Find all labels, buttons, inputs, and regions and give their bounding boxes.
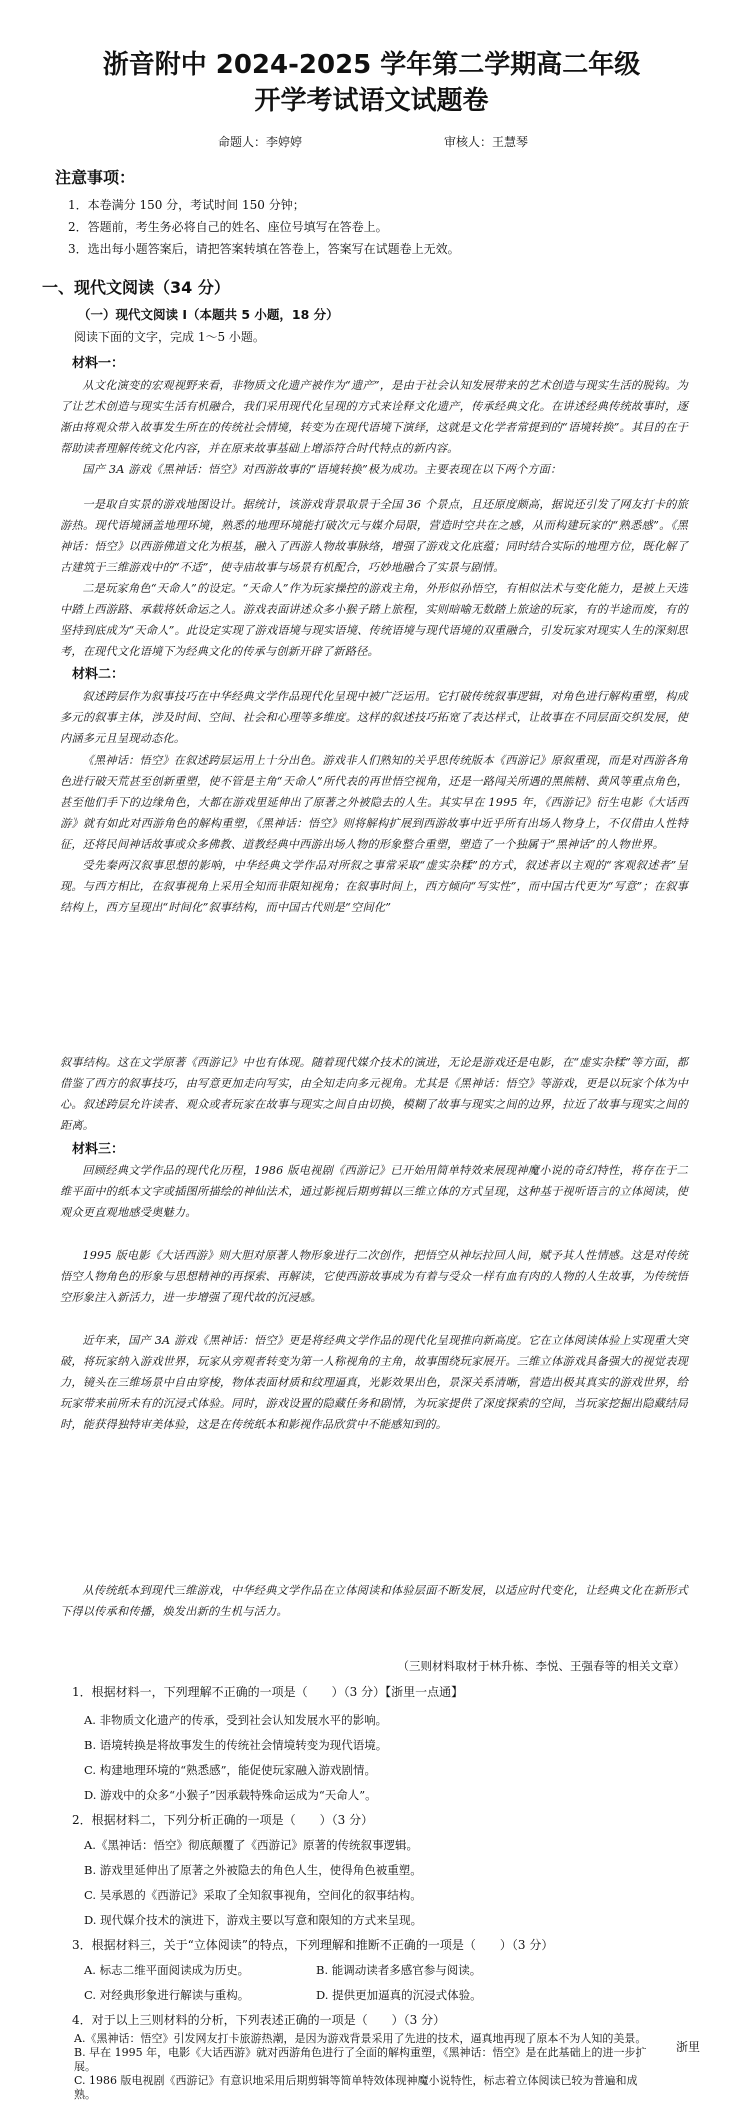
question-option: C. 1986 版电视剧《西游记》有意识地采用后期剪辑等简单特效体现神魔小说特性，标志着立体阅读已较为普遍和成熟。 [74, 2074, 638, 2101]
material2-paragraph: 叙述跨层作为叙事技巧在中华经典文学作品现代化呈现中被广泛运用。它打破传统叙事逻辑，对角色进行解构重塑，构成多元的叙事主体，涉及时间、空间、社会和心理等多维度。这样的叙述技巧拓宽了表达样式，让故事在不同层面交织发展，使内涵多元且呈现动态化。 [60, 690, 688, 745]
notice-item: 2．答题前，考生务必将自己的姓名、座位号填写在答卷上。 [68, 220, 388, 234]
notice-heading: 注意事项： [55, 168, 136, 187]
exam-title-line1: 浙音附中 2024-2025 学年第二学期高二年级 [102, 50, 641, 80]
question-option: B. 游戏里延伸出了原著之外被隐去的角色人生，使得角色被重塑。 [84, 1863, 422, 1877]
material2-paragraph: 叙事结构。这在文学原著《西游记》中也有体现。随着现代媒介技术的演进，无论是游戏还是电影，在“虚实杂糅”等方面，都借鉴了西方的叙事技巧，由写意更加走向写实，由全知走向多元视角。尤其是《黑神话：悟空》等游戏，更是以玩家个体为中心。叙述跨层允许读者、观众或者玩家在故事与现实之间自由切换，模糊了故事与现实之间的边界，拉近了故事与现实之间的距离。 [60, 1056, 688, 1132]
material3-label: 材料三： [72, 1142, 125, 1157]
question-stem: 2．根据材料二，下列分析正确的一项是（ ）（3 分） [72, 1813, 374, 1827]
question-option: C. 构建地理环境的“熟悉感”，能促使玩家融入游戏剧情。 [84, 1763, 376, 1777]
material3-paragraph: 回顾经典文学作品的现代化历程，1986 版电视剧《西游记》已开始用简单特效来展现神魔小说的奇幻特性，将存在于二维平面中的纸本文字或插图所描绘的神仙法术，通过影视后期剪辑以三维立体的方式呈现，这种基于视听语言的立体阅读，使观众更直观地感受奥魅力。 [60, 1164, 688, 1219]
reading-instruction: 阅读下面的文字，完成 1～5 小题。 [74, 330, 265, 344]
question-option: B. 语境转换是将故事发生的传统社会情境转变为现代语境。 [84, 1738, 388, 1752]
source-note: （三则材料取材于林升栋、李悦、王强春等的相关文章） [397, 1659, 685, 1673]
question-option: C. 吴承恩的《西游记》采取了全知叙事视角，空间化的叙事结构。 [84, 1888, 422, 1902]
question-stem: 1．根据材料一，下列理解不正确的一项是（ ）（3 分）【浙里一点通】 [72, 1685, 464, 1699]
question-option: D. 游戏中的众多“小猴子”因承载特殊命运成为“天命人”。 [84, 1788, 377, 1802]
question-option: A. 非物质文化遗产的传承，受到社会认知发展水平的影响。 [84, 1713, 388, 1727]
footer-mark: 浙里 [676, 2040, 701, 2054]
material3-paragraph: 从传统纸本到现代三维游戏，中华经典文学作品在立体阅读和体验层面不断发展，以适应时代变化，让经典文化在新形式下得以传承和传播，焕发出新的生机与活力。 [60, 1584, 688, 1618]
material1-paragraph: 二是玩家角色“天命人”的设定。“天命人”作为玩家操控的游戏主角，外形似孙悟空，有相似法术与变化能力，是被上天选中踏上西游路、承载将妖命运之人。游戏表面讲述众多小猴子踏上旅程，实则暗喻无数踏上旅途的玩家，有的半途而废，有的坚持到底成为“天命人”。此设定实现了游戏语境与现实语境、传统语境与现代语境的双重融合，引发玩家对现实人生的深刻思考，在现代文化语境下为经典文化的传承与创新开辟了新路径。 [60, 582, 688, 658]
material1-paragraph: 从文化演变的宏观视野来看，非物质文化遗产被作为“遗产”，是由于社会认知发展带来的艺术创造与现实生活的脱钩。为了让艺术创造与现实生活有机融合，我们采用现代化呈现的方式来诠释文化遗产，传承经典文化。在讲述经典传统故事时，逐渐由将观众带入故事发生所在的传统社会情境，转变为在现代语境下演绎，这就是文化学者常提到的“语境转换”。其目的在于帮助读者理解传统文化内容，并在原来故事基础上增添符合时代特点的新内容。 [60, 379, 688, 455]
question-option: A. 标志二维平面阅读成为历史。 [84, 1963, 250, 1977]
question-option: A.《黑神话：悟空》彻底颠覆了《西游记》原著的传统叙事逻辑。 [84, 1838, 418, 1852]
section-heading: 一、现代文阅读（34 分） [42, 278, 230, 297]
sub-section-heading: （一）现代文阅读 I（本题共 5 小题，18 分） [78, 307, 339, 322]
question-option: C. 对经典形象进行解读与重构。 [84, 1988, 250, 2002]
exam-title-line2: 开学考试语文试题卷 [254, 86, 489, 116]
question-option: A.《黑神话：悟空》引发网友打卡旅游热潮，是因为游戏背景采用了先进的技术，逼真地再现了原本不为人知的美景。 [74, 2032, 647, 2045]
question-option: B. 能调动读者多感官参与阅读。 [316, 1963, 482, 1977]
question-stem: 4．对于以上三则材料的分析，下列表述正确的一项是（ ）（3 分） [72, 2013, 446, 2027]
material2-label: 材料二： [72, 667, 125, 682]
material3-paragraph: 近年来，国产 3A 游戏《黑神话：悟空》更是将经典文学作品的现代化呈现推向新高度。它在立体阅读体验上实现重大突破，将玩家纳入游戏世界，玩家从旁观者转变为第一人称视角的主角，故事围绕玩家展开。三维立体游戏具备强大的视觉表现力，镜头在三维场景中自由穿梭，物体表面材质和纹理逼真，光影效果出色，景深关系清晰，营造出极其真实的游戏世界，给玩家带来前所未有的沉浸式体验。同时，游戏设置的隐藏任务和剧情，为玩家提供了深度探索的空间，当玩家挖掘出隐藏结局时，能获得独特审美体验，这是在传统纸本和影视作品欣赏中不能感知到的。 [60, 1334, 688, 1431]
reviewer: 审核人：王慧琴 [444, 135, 529, 149]
setter: 命题人：李婷婷 [218, 135, 303, 149]
material3-paragraph: 1995 版电影《大话西游》则大胆对原著人物形象进行二次创作，把悟空从神坛拉回人间，赋予其人性情感。这是对传统悟空人物角色的形象与思想精神的再探索、再解读，它使西游故事成为有着与受众一样有血有肉的人物的人生故事，为传统悟空形象注入新活力，进一步增强了现代故的沉浸感。 [60, 1249, 688, 1304]
question-option: D. 现代媒介技术的演进下，游戏主要以写意和限知的方式来呈现。 [84, 1913, 423, 1927]
question-option: B. 早在 1995 年，电影《大话西游》就对西游角色进行了全面的解构重塑，《黑神话：悟空》是在此基础上的进一步扩展。 [74, 2046, 647, 2073]
material1-paragraph: 国产 3A 游戏《黑神话：悟空》对西游故事的“语境转换”极为成功。主要表现在以下两个方面： [82, 463, 562, 476]
notice-item: 1．本卷满分 150 分，考试时间 150 分钟； [68, 198, 305, 212]
material1-paragraph: 一是取自实景的游戏地图设计。据统计，该游戏背景取景于全国 36 个景点，且还原度颇高，据说还引发了网友打卡的旅游热。现代语境涵盖地理环境，熟悉的地理环境能打破次元与媒介局限，营造时空共在之感，从而构建玩家的“熟悉感”。《黑神话：悟空》以西游佛道文化为根基，融入了西游人物故事脉络，增强了游戏文化底蕴；同时结合实际的地理方位，既化解了古建筑于三维游戏中的“不适”，使寺庙故事与场景有机配合，巧妙地融合了实景与剧情。 [60, 498, 688, 574]
question-stem: 3．根据材料三，关于“立体阅读”的特点，下列理解和推断不正确的一项是（ ）（3 分） [72, 1938, 554, 1952]
material2-paragraph: 受先秦两汉叙事思想的影响，中华经典文学作品对所叙之事常采取“虚实杂糅”的方式，叙述者以主观的“客观叙述者”呈现。与西方相比，在叙事视角上采用全知而非限知视角；在叙事时间上，西方倾向“写实性”，而中国古代更为“写意”；在叙事结构上，西方呈现出“时间化”叙事结构，而中国古代则是“空间化” [60, 859, 688, 914]
notice-item: 3．选出每小题答案后，请把答案转填在答卷上，答案写在试题卷上无效。 [68, 242, 460, 256]
material2-paragraph: 《黑神话：悟空》在叙述跨层运用上十分出色。游戏非人们熟知的关乎思传统版本《西游记》原叙重现，而是对西游各角色进行破天荒甚至创新重塑，使不管是主角“天命人”所代表的再世悟空视角，还是一路闯关所遇的黑熊精、黄风等重点角色，甚至他们手下的边缘角色，大都在游戏里延伸出了原著之外被隐去的人生。其实早在 1995 年，《西游记》衍生电影《大话西游》就有如此对西游角色的解构重塑，《黑神话：悟空》则将解构扩展到西游故事中近乎所有出场人物身上，不仅借由人性特征，还将民间神话故事或众多佛教、道教经典中西游出场人物的形象整合重塑，塑造了一个独属于“黑神话”的人物世界。 [60, 754, 688, 851]
question-option: D. 提供更加逼真的沉浸式体验。 [316, 1988, 482, 2002]
material1-label: 材料一： [72, 356, 125, 371]
question-options-block [74, 2032, 654, 2101]
